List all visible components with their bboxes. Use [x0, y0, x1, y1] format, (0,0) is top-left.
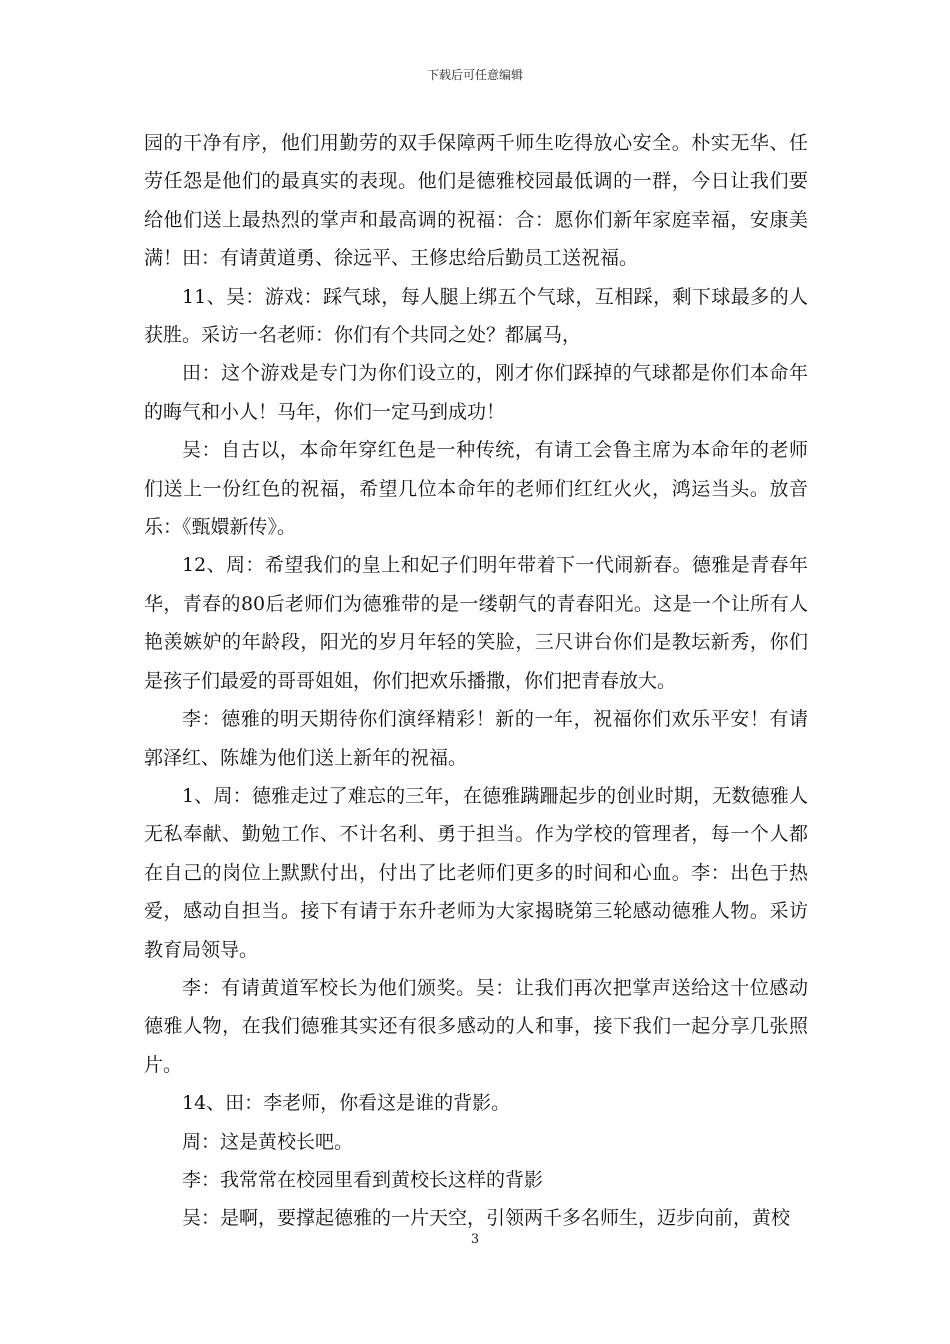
- page-number: 3: [470, 1232, 480, 1247]
- paragraph: 田：这个游戏是专门为你们设立的，刚才你们踩掉的气球都是你们本命年的晦气和小人！马年，你们一定马到成功！: [144, 362, 808, 423]
- document-body: [144, 124, 808, 1238]
- paragraph: 李：我常常在校园里看到黄校长这样的背影: [182, 1168, 544, 1191]
- page-header: 下载后可任意编辑: [426, 68, 523, 82]
- paragraph: 14、田：李老师，你看这是谁的背影。: [182, 1092, 511, 1115]
- paragraph: 吴：是啊，要撑起德雅的一片天空，引领两千多名师生，迈步向前，黄校: [182, 1207, 791, 1230]
- paragraph: 园的干净有序，他们用勤劳的双手保障两千师生吃得放心安全。朴实无华、任劳任怨是他们的最真实的表现。他们是德雅校园最低调的一群，今日让我们要给他们送上最热烈的掌声和最高调的祝福：合：愿你们新年家庭幸福，安康美满！田：有请黄道勇、徐远平、王修忠给后勤员工送祝福。: [144, 132, 808, 270]
- paragraph: 吴：自古以，本命年穿红色是一种传统，有请工会鲁主席为本命年的老师们送上一份红色的祝福，希望几位本命年的老师们红红火火，鸿运当头。放音乐：《甄嬛新传》。: [144, 439, 808, 539]
- paragraph: 1、周：德雅走过了难忘的三年，在德雅蹒跚起步的创业时期，无数德雅人无私奉献、勤勉工作、不计名利、勇于担当。作为学校的管理者，每一个人都在自己的岗位上默默付出，付出了比老师们更多的时间和心血。李：出色于热爱，感动自担当。接下有请于东升老师为大家揭晓第三轮感动德雅人物。采访教育局领导。: [144, 784, 808, 961]
- paragraph: 11、吴：游戏：踩气球，每人腿上绑五个气球，互相踩，剩下球最多的人获胜。采访一名老师：你们有个共同之处？都属马，: [144, 285, 808, 347]
- paragraph: 李：有请黄道军校长为他们颁奖。吴：让我们再次把掌声送给这十位感动德雅人物，在我们德雅其实还有很多感动的人和事，接下我们一起分享几张照片。: [144, 976, 808, 1076]
- paragraph: 周：这是黄校长吧。: [182, 1130, 354, 1153]
- paragraph: 李：德雅的明天期待你们演绎精彩！新的一年，祝福你们欢乐平安！有请郭泽红、陈雄为他们送上新年的祝福。: [144, 708, 808, 769]
- paragraph: 12、周：希望我们的皇上和妃子们明年带着下一代闹新春。德雅是青春年华，青春的80后老师们为德雅带的是一缕朝气的青春阳光。这是一个让所有人艳羡嫉妒的年龄段，阳光的岁月年轻的笑脸，三尺讲台你们是教坛新秀，你们是孩子们最爱的哥哥姐姐，你们把欢乐播撒，你们把青春放大。: [144, 554, 808, 692]
